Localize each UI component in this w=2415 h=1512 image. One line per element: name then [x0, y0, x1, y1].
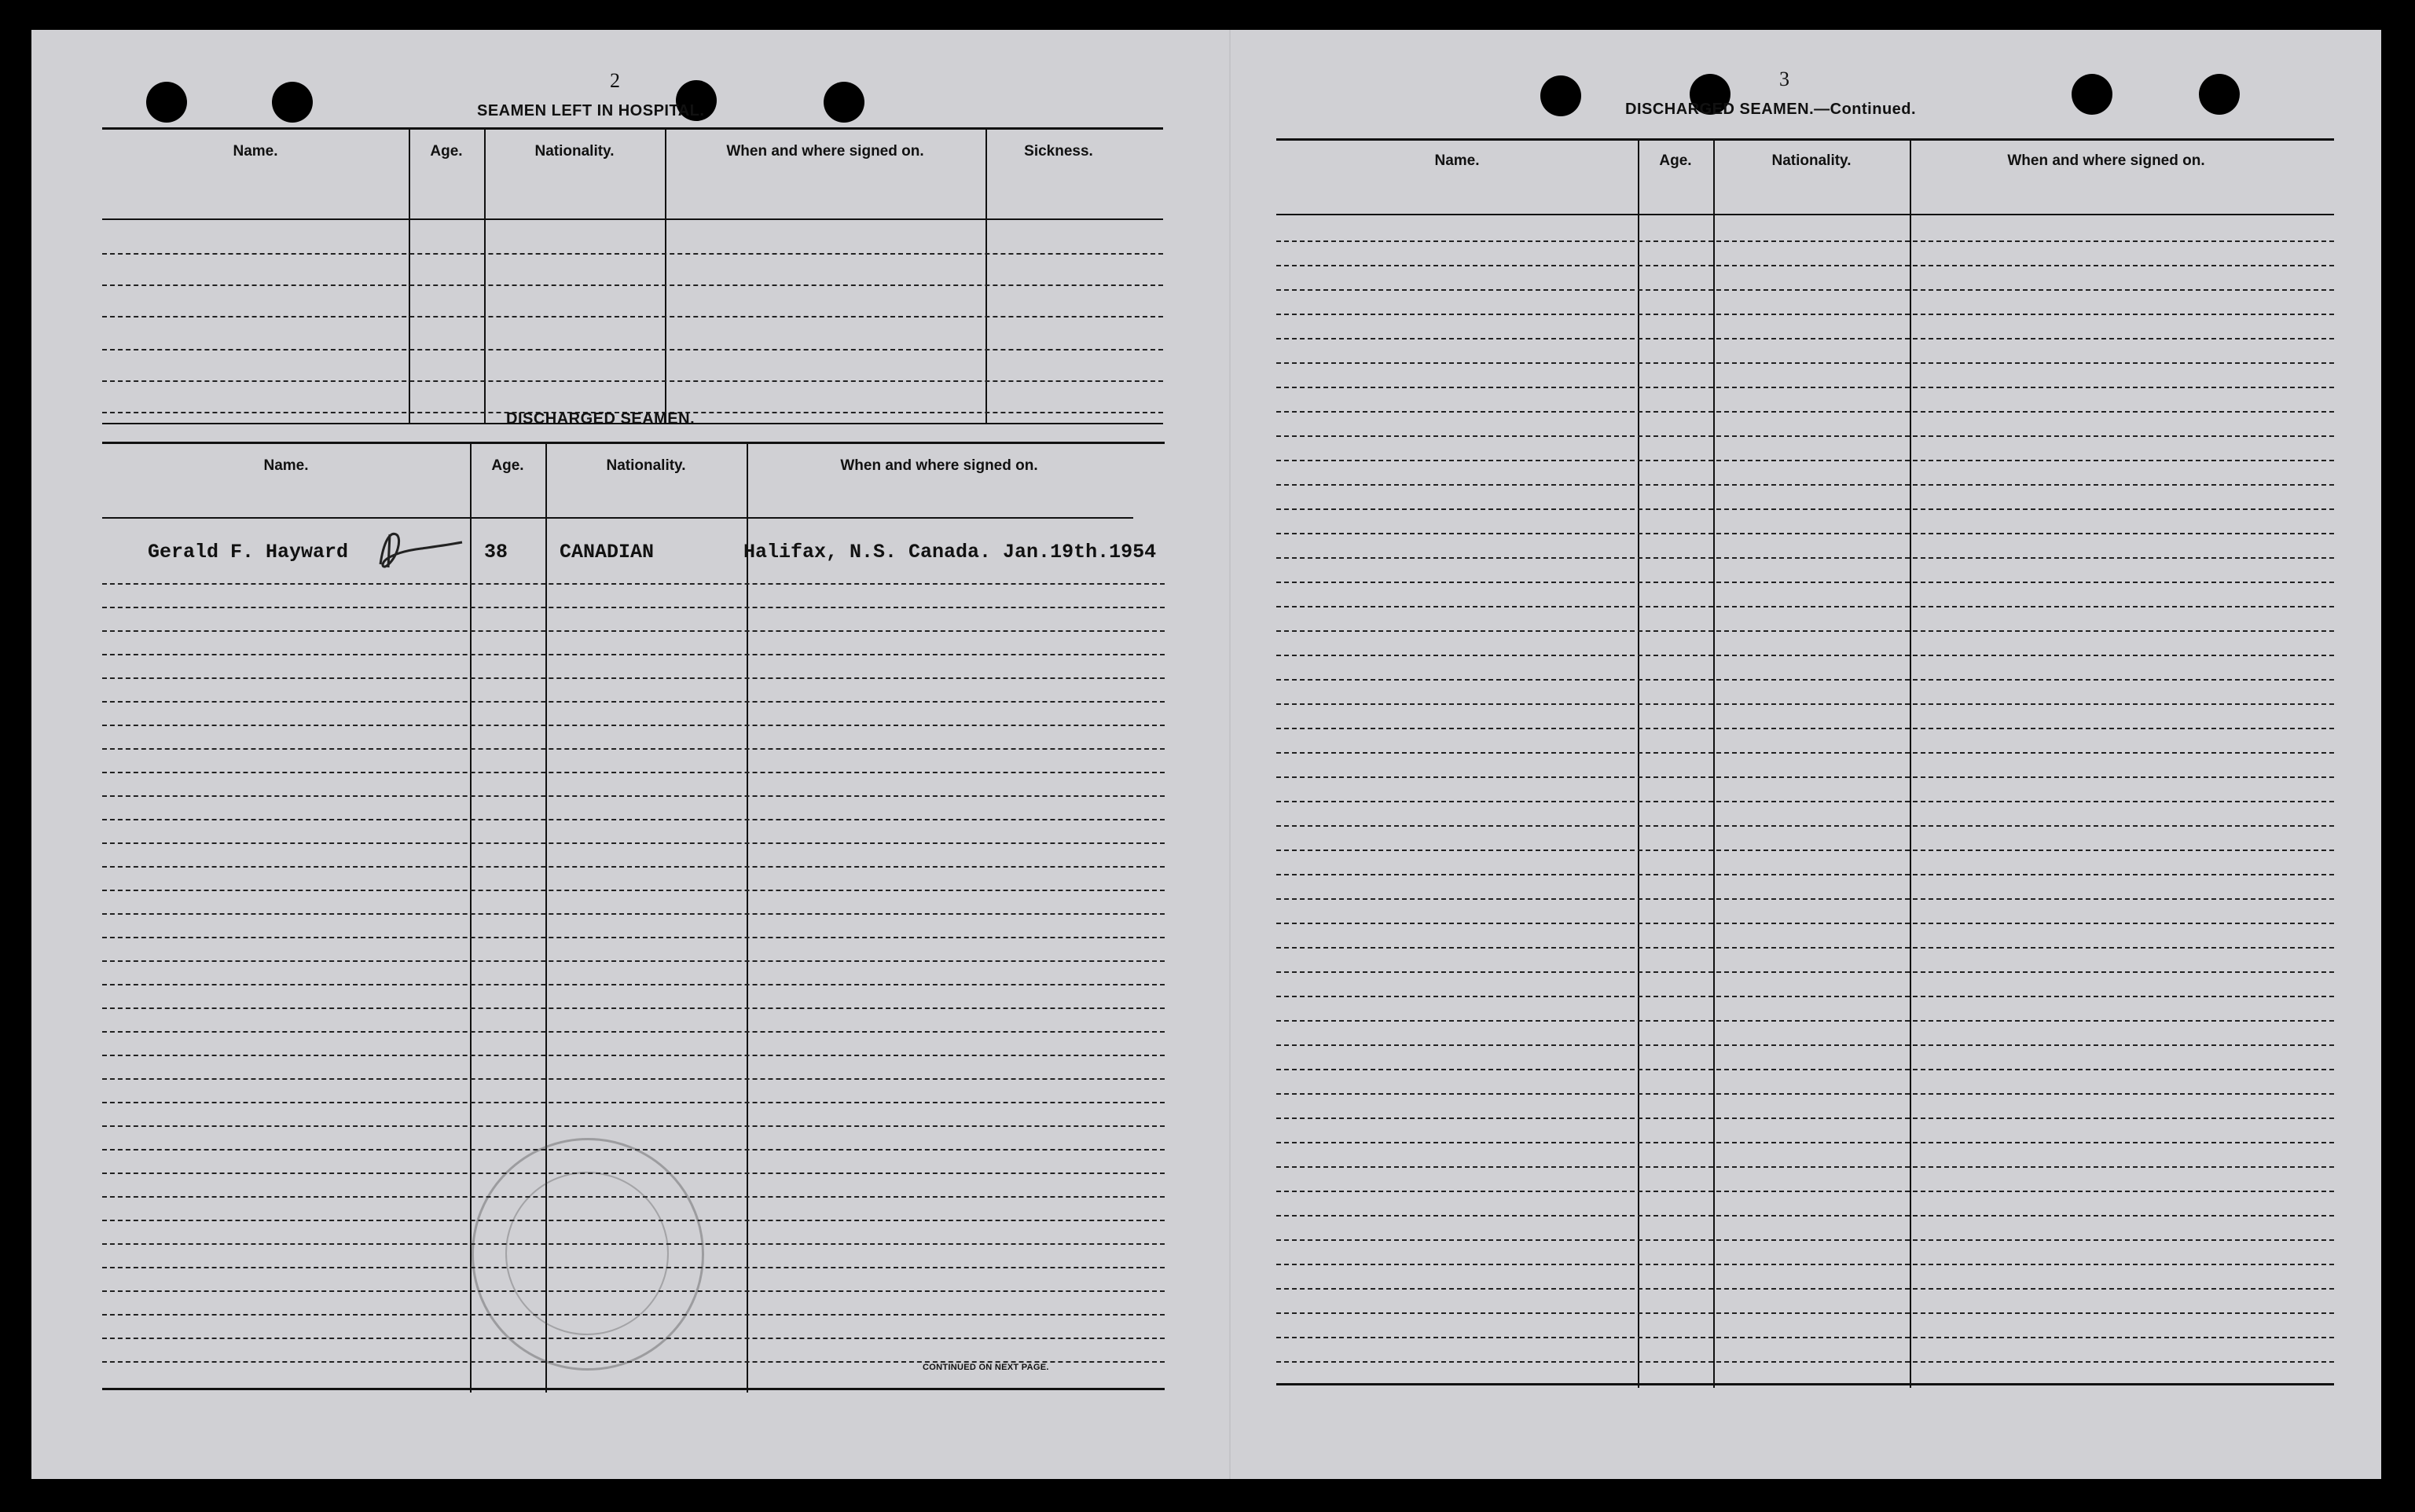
continued-section-title: DISCHARGED SEAMEN.—Continued. — [1625, 101, 1917, 118]
ruled-line — [1276, 508, 2334, 510]
ruled-line — [1276, 1361, 2334, 1363]
page-fold — [1229, 30, 1231, 1479]
ruled-line — [1276, 655, 2334, 656]
ruled-line — [1276, 825, 2334, 827]
ruled-line — [1276, 1069, 2334, 1070]
ruled-line — [1276, 923, 2334, 924]
ruled-line — [1276, 1093, 2334, 1095]
ruled-line — [1276, 484, 2334, 486]
ruled-line — [1276, 679, 2334, 681]
ruled-line — [102, 630, 1165, 632]
ruled-line — [102, 677, 1165, 679]
punch-hole — [2199, 74, 2240, 115]
ruled-line — [1276, 971, 2334, 973]
ruled-line — [102, 701, 1165, 703]
ruled-line — [1276, 1191, 2334, 1192]
ruled-line — [1276, 801, 2334, 802]
ruled-line — [1276, 1020, 2334, 1022]
punch-hole — [146, 82, 187, 123]
hospital-table — [102, 127, 1163, 424]
punch-hole — [1540, 75, 1581, 116]
ruled-line — [1276, 752, 2334, 754]
ruled-line — [1276, 776, 2334, 778]
ruled-line — [102, 654, 1165, 655]
column-header: Nationality. — [1771, 152, 1852, 169]
ruled-line — [1276, 874, 2334, 875]
column-header: Nationality. — [534, 143, 615, 160]
table-header — [1276, 141, 2334, 182]
ruled-line — [102, 866, 1165, 868]
ruled-line — [1276, 460, 2334, 461]
ruled-line — [1276, 1337, 2334, 1338]
ruled-line — [1276, 240, 2334, 242]
ruled-line — [1276, 362, 2334, 364]
column-header: When and where signed on. — [840, 457, 1038, 474]
circular-stamp — [472, 1138, 704, 1371]
ruled-line — [102, 937, 1165, 938]
ruled-line — [1276, 265, 2334, 266]
ruled-line — [102, 1031, 1165, 1033]
column-header: Name. — [1434, 152, 1480, 169]
ruled-line — [1276, 703, 2334, 705]
ruled-line — [102, 583, 1165, 585]
ruled-line — [1276, 289, 2334, 291]
ruled-line — [102, 795, 1165, 797]
ruled-line — [1276, 582, 2334, 583]
ruled-line — [1276, 850, 2334, 851]
ruled-line — [102, 607, 1165, 608]
punch-hole — [2072, 74, 2112, 115]
continued-footer: CONTINUED ON NEXT PAGE. — [923, 1363, 1049, 1372]
discharged-continued-table — [1276, 138, 2334, 1388]
ruled-line — [1276, 1117, 2334, 1119]
stamp-inner-ring — [505, 1172, 669, 1335]
seaman-age: 38 — [484, 541, 508, 563]
ruled-line — [1276, 1288, 2334, 1290]
column-header: When and where signed on. — [726, 143, 924, 160]
column-header: Age. — [1659, 152, 1692, 169]
ruled-line — [102, 1078, 1165, 1080]
ruled-line — [102, 1102, 1165, 1103]
ruled-line — [1276, 606, 2334, 607]
column-header: Name. — [263, 457, 309, 474]
seaman-signed-on: Halifax, N.S. Canada. Jan.19th.1954 — [743, 541, 1157, 563]
ruled-line — [1276, 1166, 2334, 1168]
column-header: Age. — [491, 457, 524, 474]
ruled-line — [1276, 338, 2334, 339]
ruled-line — [1276, 1264, 2334, 1265]
ruled-line — [1276, 411, 2334, 413]
ruled-line — [102, 842, 1165, 844]
discharged-section-title: DISCHARGED SEAMEN. — [506, 410, 696, 428]
column-header: When and where signed on. — [2007, 152, 2205, 169]
ruled-line — [1276, 630, 2334, 632]
column-header: Age. — [430, 143, 463, 160]
ruled-line — [1276, 1142, 2334, 1143]
page-number-right: 3 — [1779, 68, 1789, 90]
seaman-name: Gerald F. Hayward — [148, 541, 349, 563]
ruled-line — [102, 819, 1165, 820]
punch-hole — [824, 82, 864, 123]
ruled-line — [102, 984, 1165, 985]
ruled-line — [1276, 435, 2334, 437]
ruled-line — [1276, 533, 2334, 534]
ruled-line — [1276, 387, 2334, 388]
ruled-line — [1276, 947, 2334, 949]
ruled-line — [1276, 1239, 2334, 1241]
ruled-line — [102, 725, 1165, 726]
ruled-line — [1276, 996, 2334, 997]
ruled-line — [102, 960, 1165, 962]
ruled-line — [1276, 728, 2334, 729]
ruled-line — [102, 890, 1165, 891]
table-header — [102, 130, 1163, 174]
ruled-line — [1276, 898, 2334, 900]
ruled-line — [1276, 1312, 2334, 1314]
ruled-line — [102, 748, 1165, 750]
initials-signature — [374, 527, 468, 574]
table-header — [102, 444, 1165, 488]
ruled-line — [1276, 314, 2334, 315]
column-header: Sickness. — [1024, 143, 1093, 160]
column-header: Nationality. — [606, 457, 686, 474]
ruled-line — [102, 1007, 1165, 1009]
ruled-line — [1276, 557, 2334, 559]
ruled-line — [1276, 1215, 2334, 1217]
document-sheet — [31, 30, 2381, 1479]
hospital-section-title: SEAMEN LEFT IN HOSPITAL. — [477, 102, 705, 119]
ruled-line — [1276, 1044, 2334, 1046]
punch-hole — [272, 82, 313, 123]
column-header: Name. — [233, 143, 278, 160]
ruled-line — [102, 1055, 1165, 1056]
page-number-left: 2 — [610, 69, 620, 92]
ruled-line — [102, 772, 1165, 773]
ruled-line — [102, 913, 1165, 915]
seaman-nationality: CANADIAN — [560, 541, 655, 563]
ruled-line — [102, 1125, 1165, 1127]
